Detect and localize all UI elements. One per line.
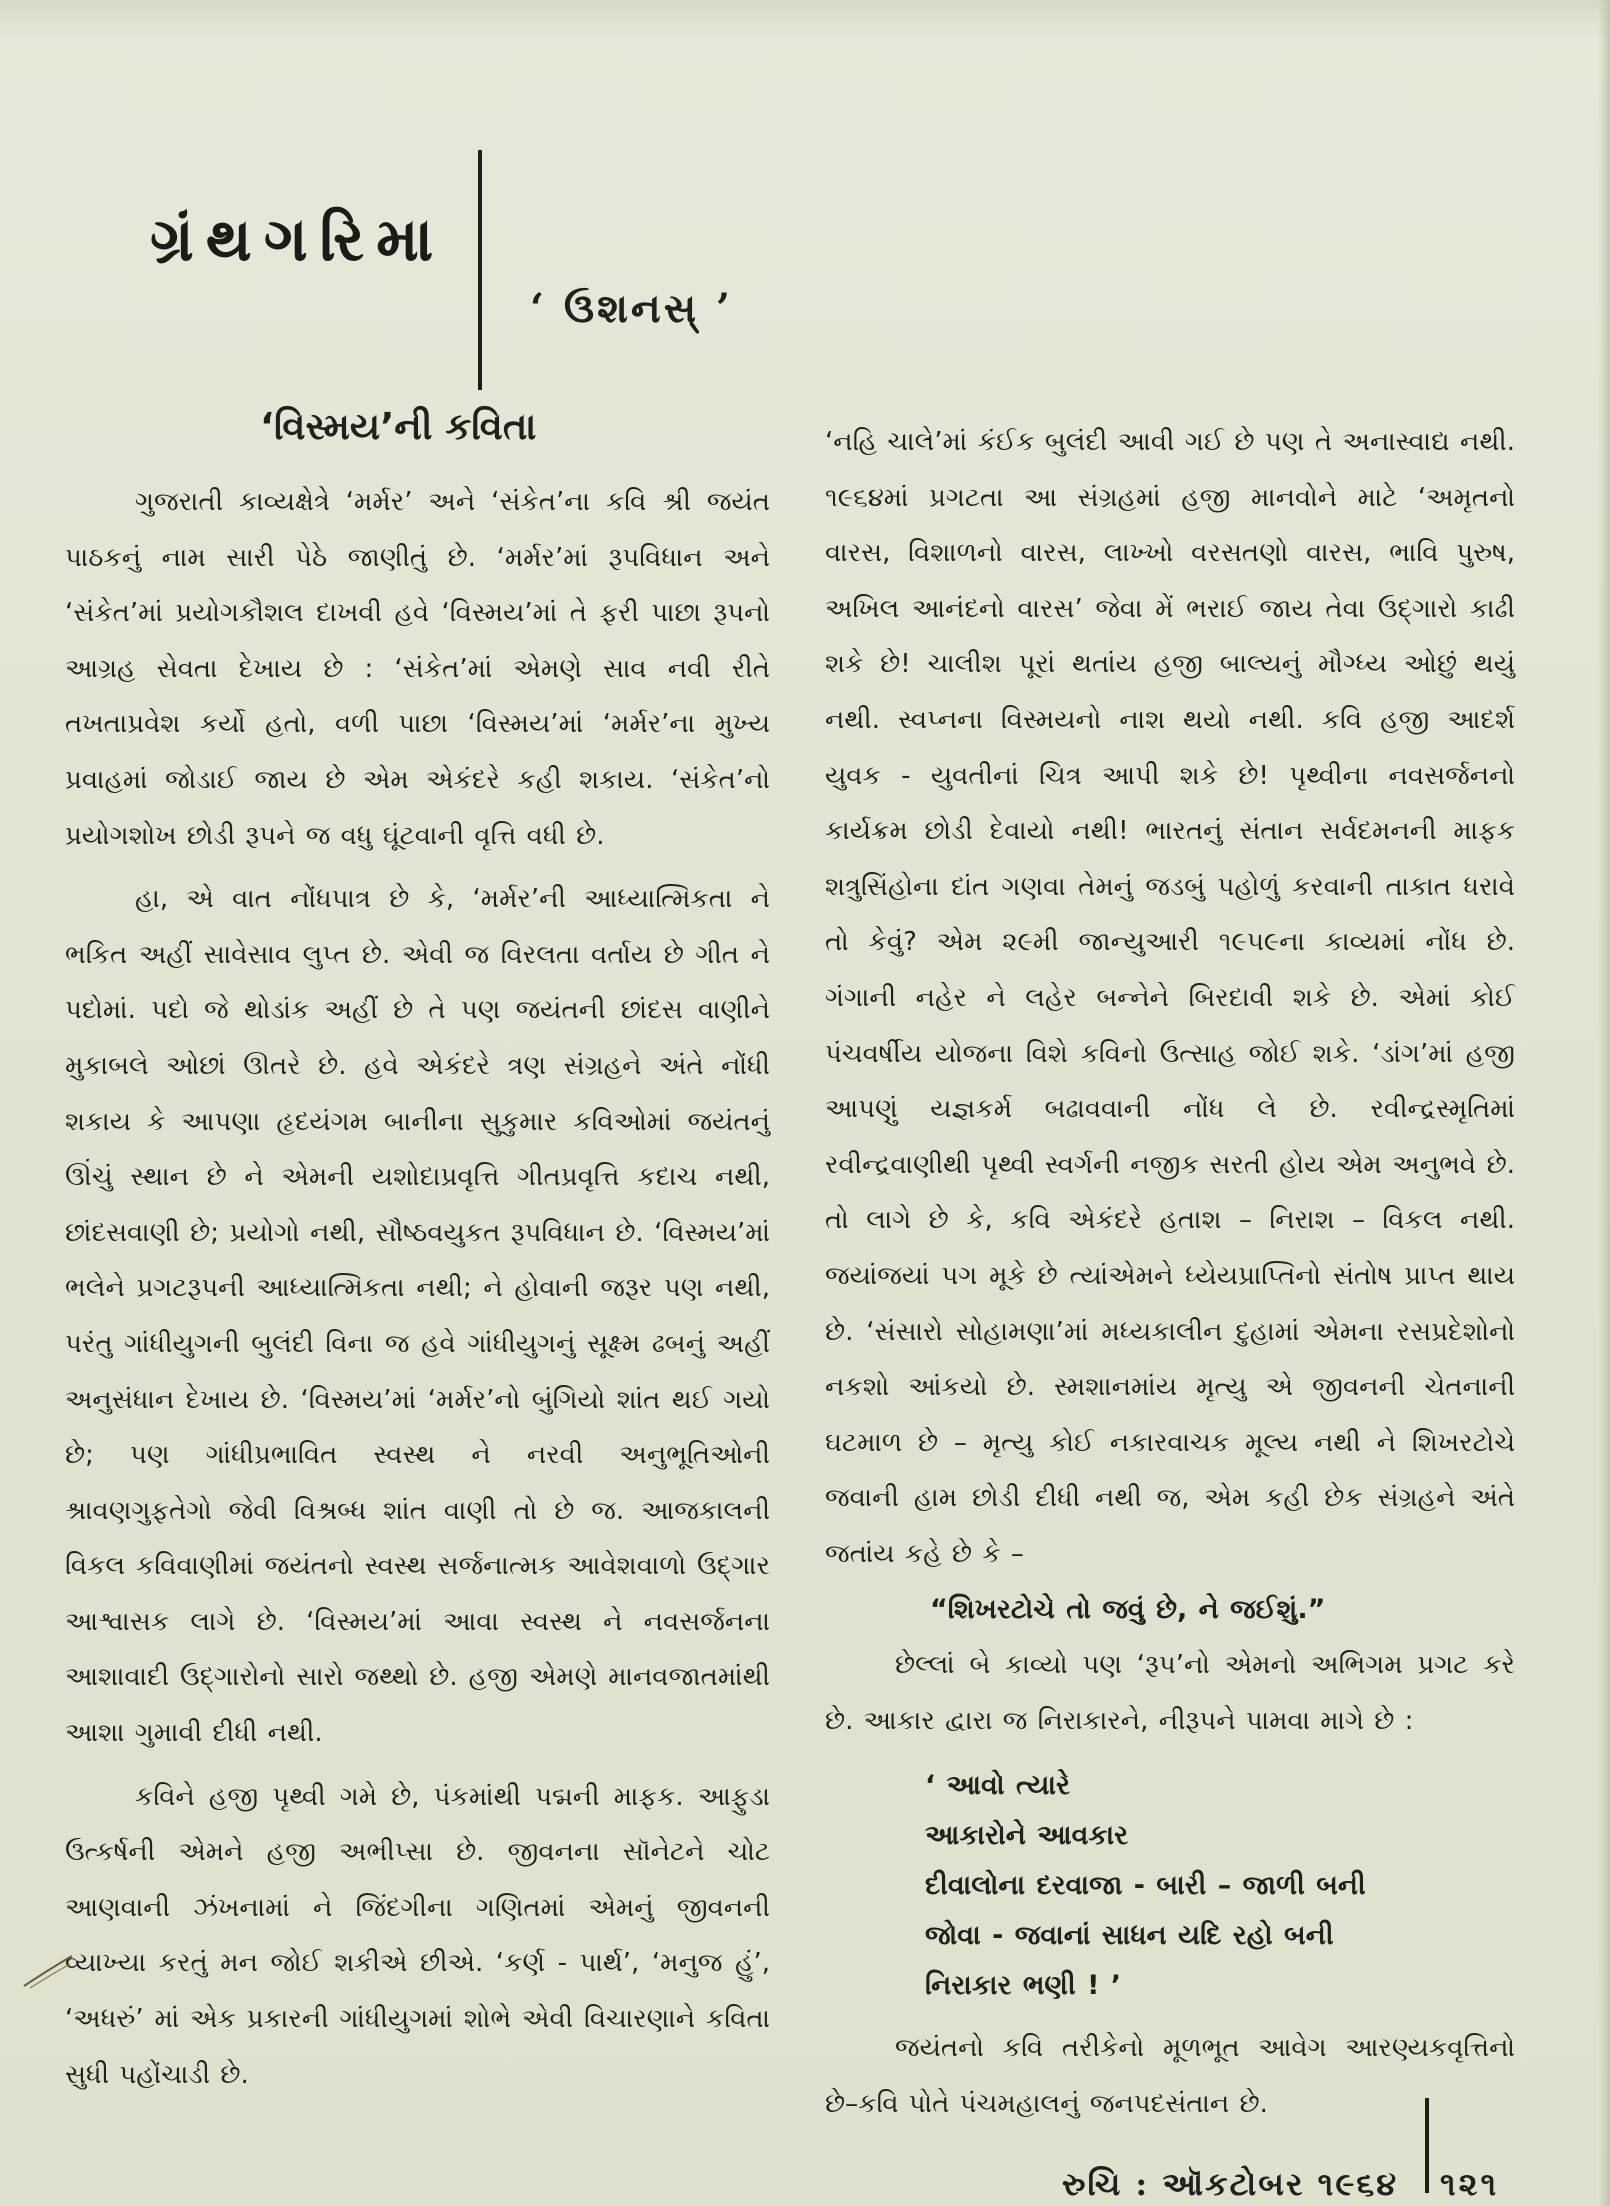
page-number: ૧૨૧ <box>1440 2165 1500 2203</box>
section-title: ગ્રંથગરિમા <box>150 205 446 275</box>
paragraph-3: કવિને હજી પૃથ્વી ગમે છે, પંકમાંથી પદ્મની માફક. આફુડા ઉત્કર્ષની એમને હજી અભીપ્સા છે. જીવનના સૉનેટને ચોટ આણવાની ઝંખનામાં ને જિંદગીના ગણિતમાં એમનું જીવનની વ્યાખ્યા કરતું મન જોઈ શકીએ છીએ. ‘કર્ણ - પાર્થ’, ‘મનુજ હું’, ‘અધરું’ માં એક પ્રકારની ગાંધીયુગમાં શોભે એવી વિચારણાને કવિતા સુધી પહોંચાડી છે. <box>65 1781 770 2090</box>
left-column <box>65 475 770 2103</box>
paragraph-1: ગુજરાતી કાવ્યક્ષેત્રે ‘મર્મર’ અને ‘સંકેત’ના કવિ શ્રી જયંત પાઠકનું નામ સારી પેઠે જાણીતું છે. ‘મર્મર’માં રૂપવિધાન અને ‘સંકેત’માં પ્રયોગકૌશલ દાખવી હવે ‘વિસ્મય’માં તે ફરી પાછા રૂપનો આગ્રહ સેવતા દેખાય છે : ‘સંકેત’માં એમણે સાવ નવી રીતે તખતાપ્રવેશ કર્યો હતો, વળી પાછા ‘વિસ્મય’માં ‘મર્મર’ના મુખ્ય પ્રવાહમાં જોડાઈ જાય છે એમ એકંદરે કહી શકાય. ‘સંકેત’નો પ્રયોગશોખ છોડી રૂપને જ વધુ ઘૂંટવાની વૃત્તિ વધી છે. <box>65 487 770 851</box>
verse-line: આકારોને આવકાર <box>925 1820 1129 1852</box>
article-heading: ‘વિસ્મય’ની કવિતા <box>260 405 537 448</box>
verse-line: ‘ આવો ત્યારે <box>925 1770 1070 1802</box>
page-top-shadow <box>0 0 1610 40</box>
verse-block <box>825 1761 1515 2011</box>
verse-line: નિરાકાર ભણી ! ’ <box>925 1970 1122 2002</box>
paragraph-4: ‘નહિ ચાલે’માં કંઈક બુલંદી આવી ગઈ છે પણ તે અનાસ્વાદ્ય નથી. ૧૯૬૪માં પ્રગટતા આ સંગ્રહમાં હજી માનવોને માટે ‘અમૃતનો વારસ, વિશાળનો વારસ, લાખ્ખો વરસતણો વારસ, ભાવિ પુરુષ, અખિલ આનંદનો વારસ’ જેવા મેં ભરાઈ જાય તેવા ઉદ્ગારો કાઢી શકે છે! ચાલીશ પૂરાં થતાંય હજી બાલ્યનું મૌગ્ધ્ય ઓછું થયું નથી. સ્વપ્નના વિસ્મયનો નાશ થયો નથી. કવિ હજી આદર્શ યુવક - યુવતીનાં ચિત્ર આપી શકે છે! પૃથ્વીના નવસર્જનનો કાર્યક્રમ છોડી દેવાયો નથી! ભારતનું સંતાન સર્વદમનની માફક શત્રુસિંહોના દાંત ગણવા તેમનું જડબું પહોળું કરવાની તાકાત ધરાવે તો કેવું? એમ ૨૯મી જાન્યુઆરી ૧૯૫૯ના કાવ્યમાં નોંધ છે. ગંગાની નહેર ને લહેર બન્નેને બિરદાવી શકે છે. એમાં કોઈ પંચવર્ષીય યોજના વિશે કવિનો ઉત્સાહ જોઈ શકે. ‘ડાંગ’માં હજી આપણું યજ્ઞકર્મ બઢાવવાની નોંધ લે છે. રવીન્દ્રસ્મૃતિમાં રવીન્દ્રવાણીથી પૃથ્વી સ્વર્ગની નજીક સરતી હોય એમ અનુભવે છે. તો લાગે છે કે, કવિ એકંદરે હતાશ – નિરાશ – વિકલ નથી. જયાંજયાં પગ મૂકે છે ત્યાંએમને ધ્યેયપ્રાપ્તિનો સંતોષ પ્રાપ્ત થાય છે. ‘સંસારો સોહામણા’માં મધ્યકાલીન દુહામાં એમના રસપ્રદેશોનો નકશો આંકયો છે. સ્મશાનમાંય મૃત્યુ એ જીવનની ચેતનાની ઘટમાળ છે – મૃત્યુ કોઈ નકારવાચક મૂલ્ય નથી ને શિખરટોચે જવાની હામ છોડી દીધી નથી જ, એમ કહી છેક સંગ્રહને અંતે જતાંય કહે છે કે – <box>825 427 1515 1569</box>
title-divider <box>478 150 482 390</box>
verse-line: દીવાલોના દરવાજા - બારી – જાળી બની <box>925 1870 1366 1902</box>
page-right-shadow <box>1598 0 1610 2206</box>
paragraph-6: જયંતનો કવિ તરીકેનો મૂળભૂત આવેગ આરણ્યકવૃત્તિનો છે–કવિ પોતે પંચમહાલનું જનપદસંતાન છે. <box>825 2033 1515 2119</box>
pencil-mark-icon <box>22 1952 76 1992</box>
footer-divider <box>1425 2098 1429 2193</box>
paragraph-2: હા, એ વાત નોંધપાત્ર છે કે, ‘મર્મર’ની આધ્યાત્મિકતા ને ભકિત અહીં સાવેસાવ લુપ્ત છે. એવી જ વિરલતા વર્તાય છે ગીત ને પદોમાં. પદો જે થોડાંક અહીં છે તે પણ જયંતની છાંદસ વાણીને મુકાબલે ઓછાં ઊતરે છે. હવે એકંદરે ત્રણ સંગ્રહને અંતે નોંધી શકાય કે આપણા હૃદયંગમ બાનીના સુકુમાર કવિઓમાં જયંતનું ઊંચું સ્થાન છે ને એમની યશોદાપ્રવૃત્તિ ગીતપ્રવૃત્તિ કદાચ નથી, છાંદસવાણી છે; પ્રયોગો નથી, સૌષ્ઠવયુકત રૂપવિધાન છે. ‘વિસ્મય’માં ભલેને પ્રગટરૂપની આધ્યાત્મિકતા નથી; ને હોવાની જરૂર પણ નથી, પરંતુ ગાંધીયુગની બુલંદી વિના જ હવે ગાંધીયુગનું સૂક્ષ્મ ઢબનું અહીં અનુસંધાન દેખાય છે. ‘વિસ્મય’માં ‘મર્મર’નો બુંગિયો શાંત થઈ ગયો છે; પણ ગાંધીપ્રભાવિત સ્વસ્થ ને નરવી અનુભૂતિઓની શ્રાવણગુફતેગો જેવી વિશ્રબ્ધ શાંત વાણી તો છે જ. આજકાલની વિકલ કવિવાણીમાં જયંતનો સ્વસ્થ સર્જનાત્મક આવેશવાળો ઉદ્ગાર આશ્વાસક લાગે છે. ‘વિસ્મય’માં આવા સ્વસ્થ ને નવસર્જનના આશાવાદી ઉદ્ગારોનો સારો જથ્થો છે. હજી એમણે માનવજાતમાંથી આશા ગુમાવી દીધી નથી. <box>65 884 770 1749</box>
pull-quote: “શિખરટોચે તો જવું છે, ને જઈશું.” <box>930 1594 1326 1626</box>
paragraph-5: છેલ્લાં બે કાવ્યો પણ ‘રૂપ’નો એમનો અભિગમ પ્રગટ કરે છે. આકાર દ્વારા જ નિરાકારને, નીરૂપને પામવા માગે છે : <box>825 1650 1515 1736</box>
author-name: ‘ ઉશનસ્ ’ <box>530 285 733 332</box>
publication-footer: રુચિ : ઑકટોબર ૧૯૬૪ <box>1062 2165 1399 2203</box>
right-column <box>825 415 1515 2132</box>
verse-line: જોવા - જવાનાં સાધન યદિ રહો બની <box>925 1920 1334 1952</box>
